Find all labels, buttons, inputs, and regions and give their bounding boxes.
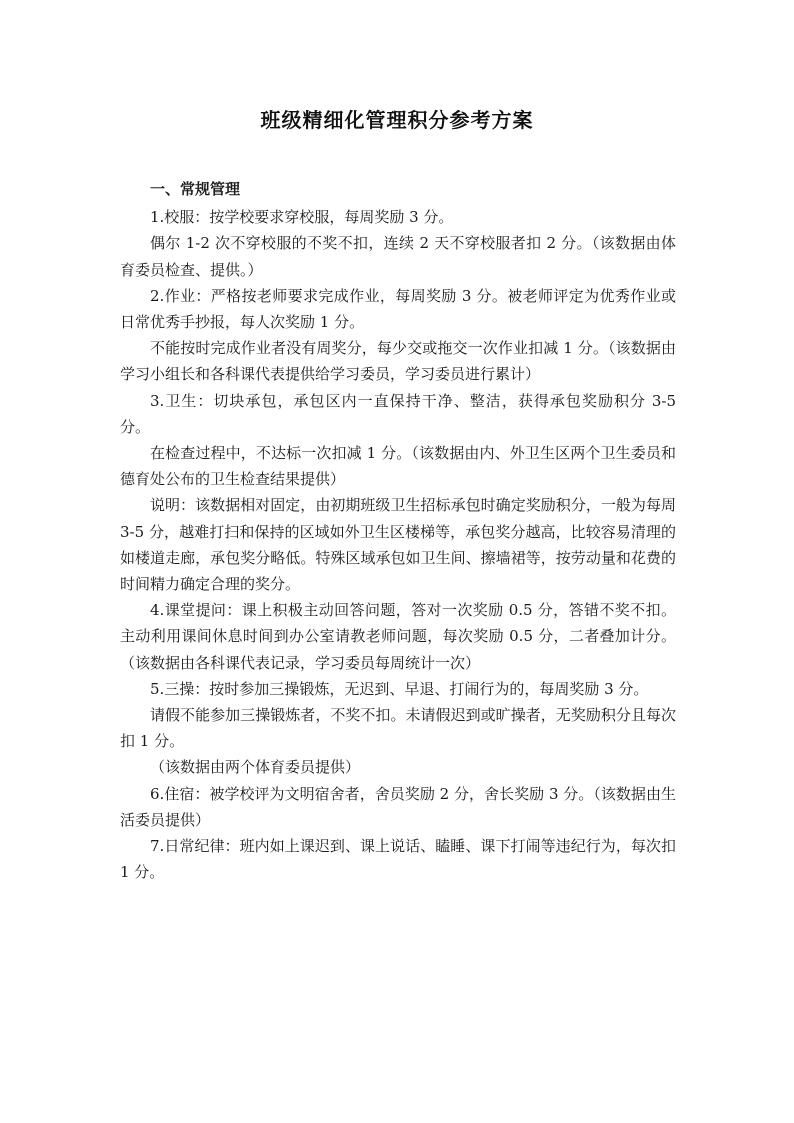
paragraph-homework-penalty: 不能按时完成作业者没有周奖分，每少交或拖交一次作业扣减 1 分。（该数据由学习小组长和各科课代表提供给学习委员，学习委员进行累计）: [120, 339, 676, 384]
paragraph-exercises-penalty: 请假不能参加三操锻炼者，不奖不扣。未请假迟到或旷操者，无奖励积分且每次扣 1 分。: [120, 706, 676, 751]
paragraph-dormitory: 6.住宿：被学校评为文明宿舍者，舍员奖励 2 分，舍长奖励 3 分。（该数据由生活委员提供）: [120, 784, 676, 829]
paragraph-discipline: 7.日常纪律：班内如上课迟到、课上说话、瞌睡、课下打闹等违纪行为，每次扣 1 分。: [120, 837, 676, 882]
paragraph-exercises-source: （该数据由两个体育委员提供）: [150, 758, 361, 777]
paragraph-uniform-penalty: 偶尔 1-2 次不穿校服的不奖不扣，连续 2 天不穿校服者扣 2 分。（该数据由体育委员检查、提供。）: [120, 234, 676, 279]
document-body: [120, 176, 676, 885]
paragraph-uniform: 1.校服：按学校要求穿校服，每周奖励 3 分。: [150, 208, 454, 227]
paragraph-homework: 2.作业：严格按老师要求完成作业，每周奖励 3 分。被老师评定为优秀作业或日常优秀手抄报，每人次奖励 1 分。: [120, 286, 676, 332]
paragraph-exercises: 5.三操：按时参加三操锻炼，无迟到、早退、打闹行为的，每周奖励 3 分。: [150, 679, 649, 698]
paragraph-hygiene: 3.卫生：切块承包，承包区内一直保持干净、整洁，获得承包奖励积分 3-5 分。: [120, 391, 676, 436]
paragraph-class-questions: 4.课堂提问：课上积极主动回答问题，答对一次奖励 0.5 分，答错不奖不扣。主动利用课间休息时间到办公室请教老师问题，每次奖励 0.5 分，二者叠加计分。（该数据由各科课代表记录，学习委员每周统计一次）: [120, 601, 676, 672]
paragraph-hygiene-note: 说明：该数据相对固定，由初期班级卫生招标承包时确定奖励积分，一般为每周 3-5 分，越难打扫和保持的区域如外卫生区楼梯等，承包奖分越高，比较容易清理的如楼道走廊，承包奖分略低。特殊区域承包如卫生间、擦墙裙等，按劳动量和花费的时间精力确定合理的奖分。: [120, 496, 676, 594]
section-heading: 一、常规管理: [150, 180, 241, 198]
document-title: 班级精细化管理积分参考方案: [260, 108, 534, 132]
paragraph-hygiene-penalty: 在检查过程中，不达标一次扣减 1 分。（该数据由内、外卫生区两个卫生委员和德育处公布的卫生检查结果提供）: [120, 444, 676, 489]
